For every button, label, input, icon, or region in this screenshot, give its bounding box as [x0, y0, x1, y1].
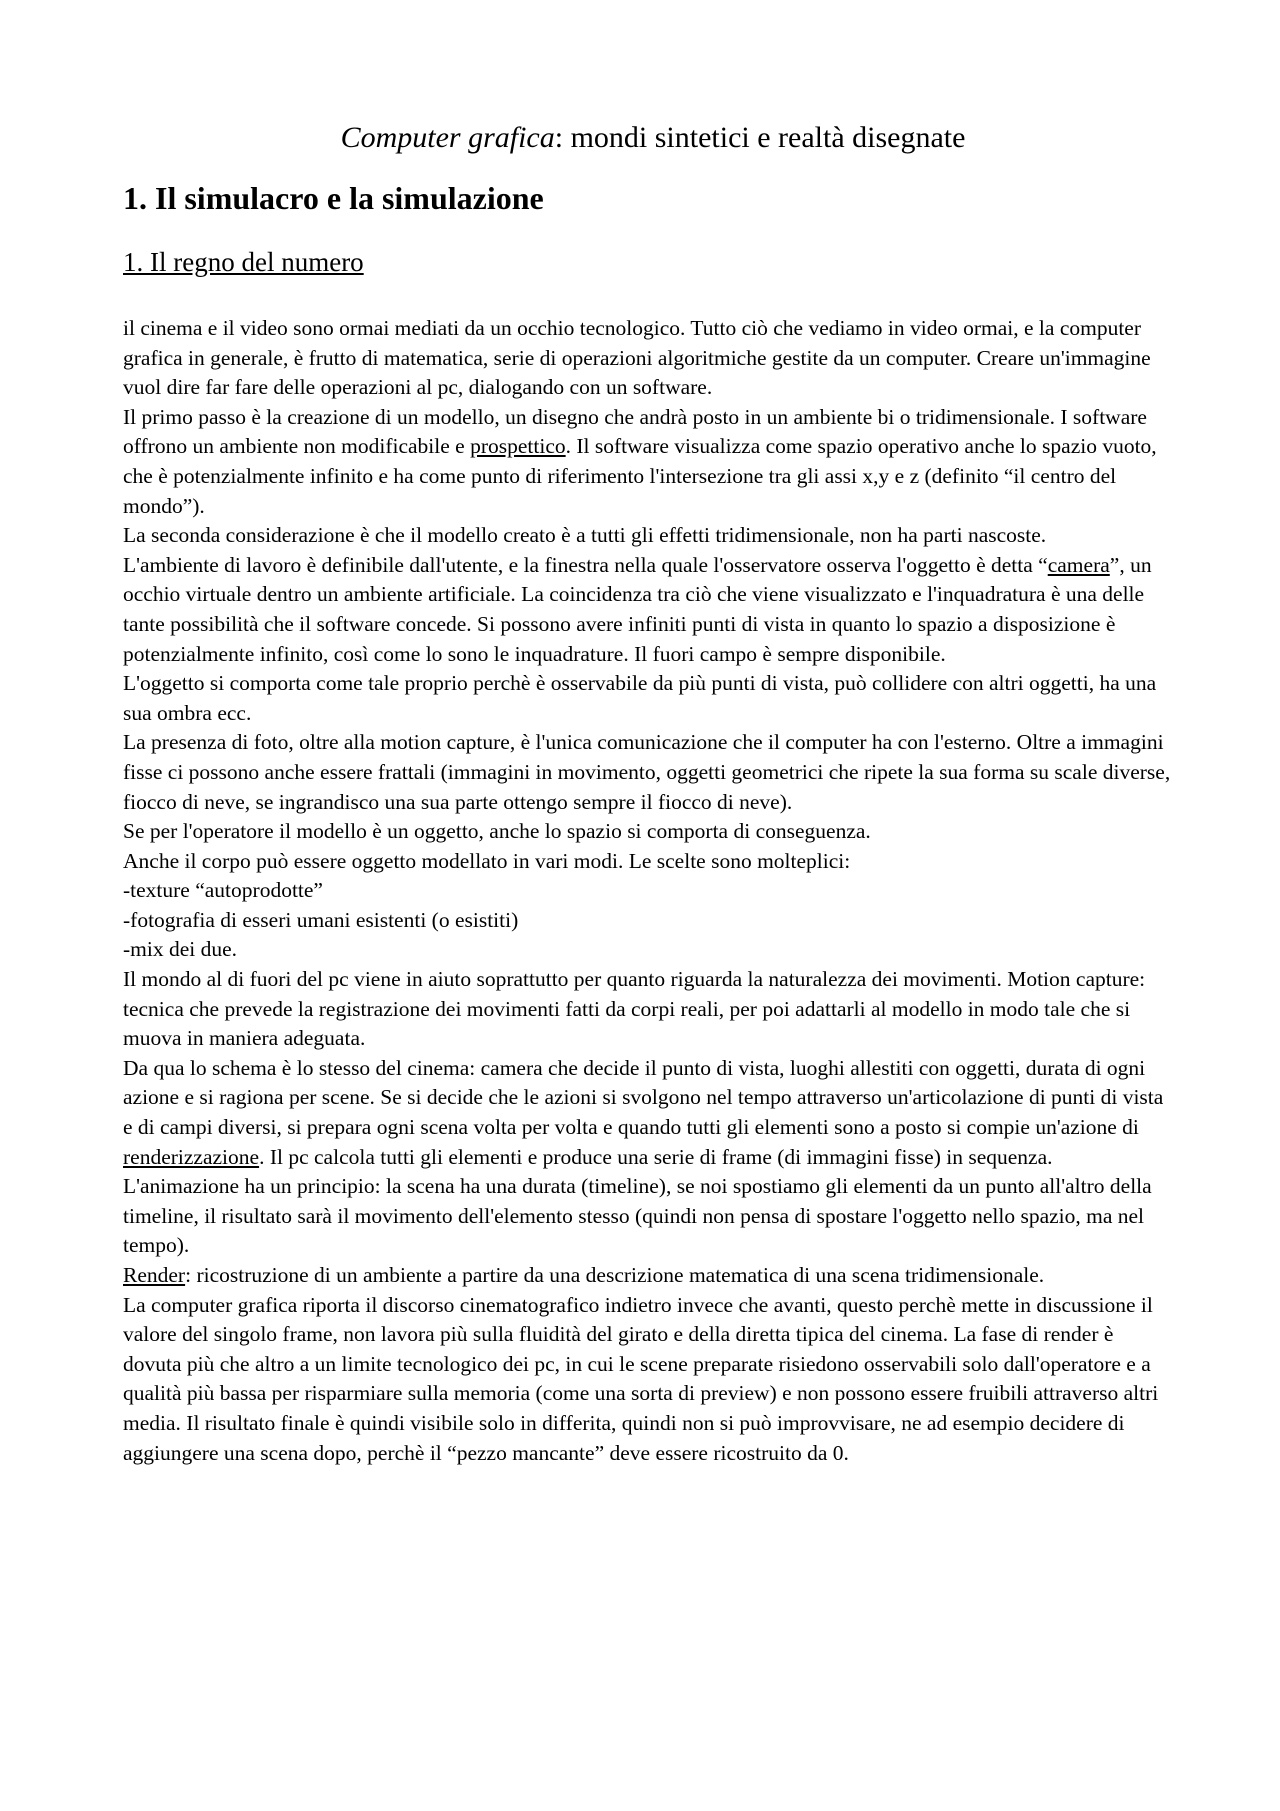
paragraph-motion-capture: Il mondo al di fuori del pc viene in aiuto soprattutto per quanto riguarda la naturalezza dei movimenti. Motion capture: tecnica che prevede la registrazione dei movimenti fatti da corpi reali, per poi adattarli al modello in modo tale che si muova in maniera adeguata.: [123, 967, 1146, 1051]
section-heading: 1. Il regno del numero: [123, 247, 364, 277]
paragraph-render-definition: [123, 1261, 1173, 1291]
document-title: [123, 118, 1173, 158]
paragraph-camera: [123, 551, 1173, 669]
paragraph-animation: L'animazione ha un principio: la scena ha una durata (timeline), se noi spostiamo gli elementi da un punto all'altro della timeline, il risultato sarà il movimento dell'elemento stesso (quindi non pensa di spostare l'oggetto nello spazio, ma nel tempo).: [123, 1174, 1152, 1258]
list-item-texture: -texture “autoprodotte”: [123, 878, 323, 903]
paragraph-render-definition-text: : ricostruzione di un ambiente a partire da una descrizione matematica di una scena tridimensionale.: [185, 1263, 1045, 1287]
list-item-photo: -fotografia di esseri umani esistenti (o esistiti): [123, 907, 519, 932]
paragraph-intro: il cinema e il video sono ormai mediati da un occhio tecnologico. Tutto ciò che vediamo in video ormai, e la computer grafica in generale, è frutto di matematica, serie di operazioni algoritmiche gestite da un computer. Creare un'immagine vuol dire far fare delle operazioni al pc, dialogando con un software.: [123, 316, 1151, 400]
paragraph-model-text-a: Il primo passo è la creazione di un modello, un disegno che andrà posto in un ambiente bi o tridimensionale. I software offrono un ambiente non modificabile e: [123, 404, 1147, 459]
paragraph-model: [123, 403, 1173, 521]
term-prospettico: prospettico: [470, 434, 566, 459]
paragraph-cinema-schema-text-b: . Il pc calcola tutti gli elementi e produce una serie di frame (di immagini fisse) in sequenza.: [259, 1144, 1053, 1169]
term-renderizzazione: renderizzazione: [123, 1144, 260, 1169]
paragraph-camera-text-b: ”, un occhio virtuale dentro un ambiente artificiale. La coincidenza tra ciò che viene visualizzato e l'inquadratura è una delle tante possibilità che il software concede. Si possono avere infiniti punti di vista in quanto lo spazio a disposizione è potenzialmente infinito, così come lo sono le inquadrature. Il fuori campo è sempre disponibile.: [123, 552, 1152, 666]
body-text: [123, 314, 1173, 1468]
paragraph-cinema-schema: [123, 1054, 1173, 1172]
chapter-heading: 1. Il simulacro e la simulazione: [123, 180, 544, 216]
paragraph-conclusion: La computer grafica riporta il discorso cinematografico indietro invece che avanti, questo perchè mette in discussione il valore del singolo frame, non lavora più sulla fluidità del girato e della diretta tipica del cinema. La fase di render è dovuta più che altro a un limite tecnologico dei pc, in cui le scene preparate risiedono osservabili solo dall'operatore e a qualità più bassa per risparmiare sulla memoria (come una sorta di preview) e non possono essere fruibili attraverso altri media. Il risultato finale è quindi visibile solo in differita, quindi non si può improvvisare, ne ad esempio decidere di aggiungere una scena dopo, perchè il “pezzo mancante” deve essere ricostruito da 0.: [123, 1292, 1159, 1465]
paragraph-camera-text-a: L'ambiente di lavoro è definibile dall'utente, e la finestra nella quale l'osservatore osserva l'oggetto è detta “: [123, 552, 1048, 577]
paragraph-second-consideration: La seconda considerazione è che il modello creato è a tutti gli effetti tridimensionale, non ha parti nascoste.: [123, 523, 1047, 548]
paragraph-space: Se per l'operatore il modello è un oggetto, anche lo spazio si comporta di conseguenza.: [123, 819, 871, 844]
paragraph-photos: La presenza di foto, oltre alla motion capture, è l'unica comunicazione che il computer ha con l'esterno. Oltre a immagini fisse ci possono anche essere frattali (immagini in movimento, oggetti geometrici che ripete la sua forma su scale diverse, fiocco di neve, se ingrandisco una sua parte ottengo sempre il fiocco di neve).: [123, 730, 1171, 814]
paragraph-cinema-schema-text-a: Da qua lo schema è lo stesso del cinema: camera che decide il punto di vista, luoghi allestiti con oggetti, durata di ogni azione e si ragiona per scene. Se si decide che le azioni si svolgono nel tempo attraverso un'articolazione di punti di vista e di campi diversi, si prepara ogni scena volta per volta e quando tutti gli elementi sono a posto si compie un'azione di: [123, 1055, 1164, 1140]
document-title-italic: Computer grafica: [340, 121, 555, 154]
list-item-mix: -mix dei due.: [123, 937, 238, 962]
paragraph-model-text-b: . Il software visualizza come spazio operativo anche lo spazio vuoto, che è potenzialmente infinito e ha come punto di riferimento l'intersezione tra gli assi x,y e z (definito “il centro del mondo”).: [123, 434, 1157, 518]
paragraph-object: L'oggetto si comporta come tale proprio perchè è osservabile da più punti di vista, può collidere con altri oggetti, ha una sua ombra ecc.: [123, 671, 1157, 725]
term-render: Render: [123, 1263, 186, 1287]
paragraph-body-model: Anche il corpo può essere oggetto modellato in vari modi. Le scelte sono molteplici:: [123, 848, 851, 873]
term-camera: camera: [1047, 552, 1110, 577]
document-title-rest: : mondi sintetici e realtà disegnate: [554, 121, 966, 154]
document-page: [123, 118, 1173, 1468]
